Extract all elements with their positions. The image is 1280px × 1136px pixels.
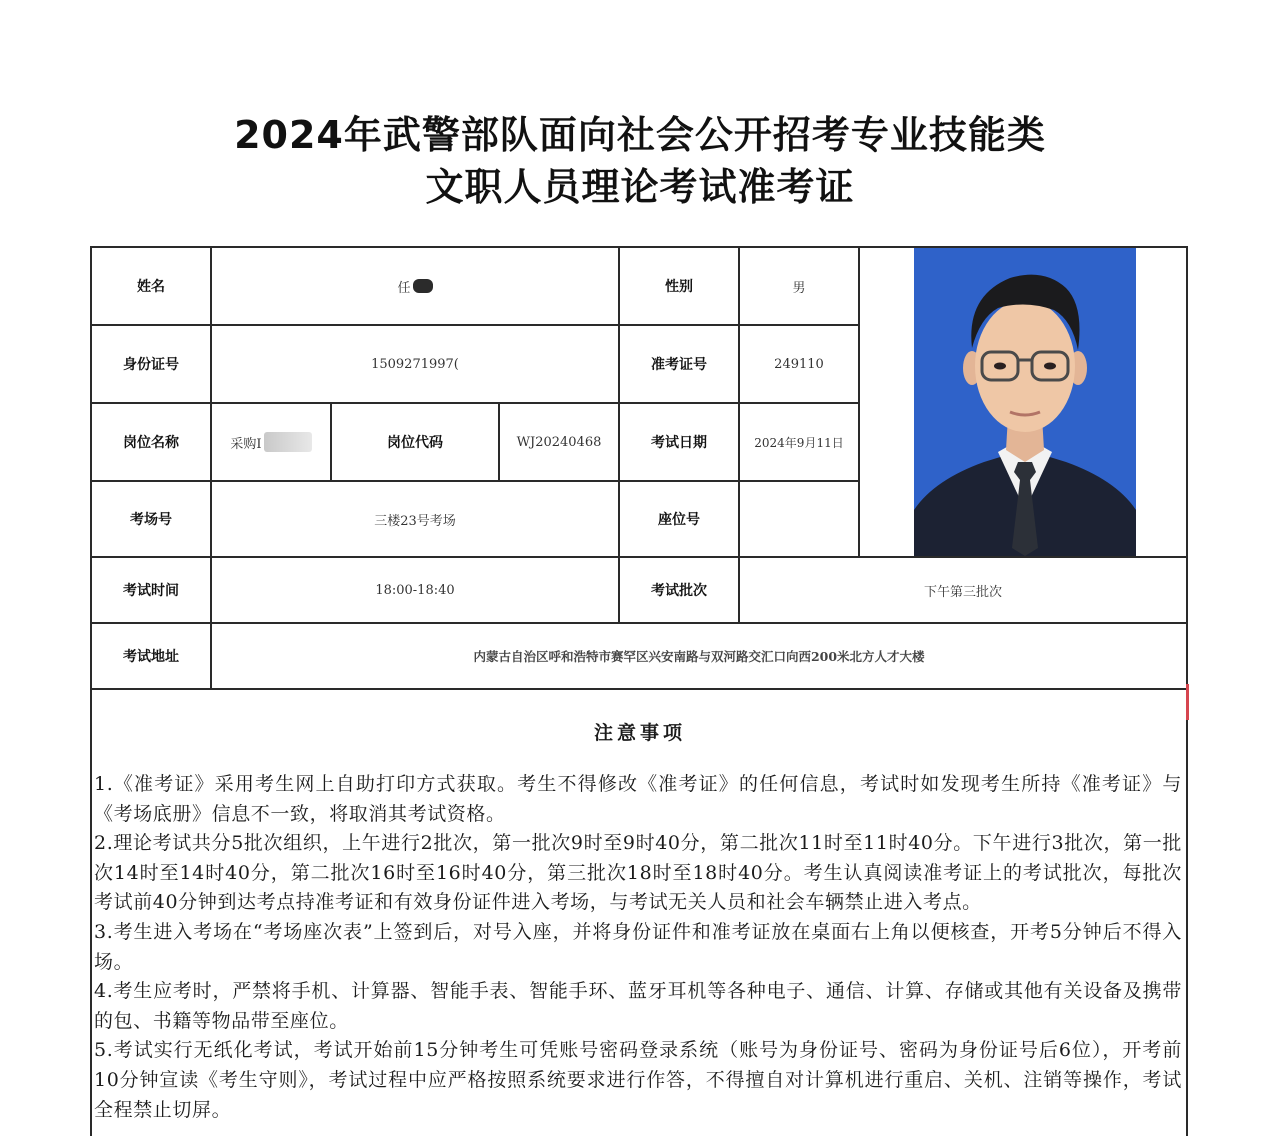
document-title-line-1: 2024年武警部队面向社会公开招考专业技能类 xyxy=(234,113,1046,157)
exam-address-value: 内蒙古自治区呼和浩特市赛罕区兴安南路与双河路交汇口向西200米北方人才大楼 xyxy=(473,649,925,664)
seat-value xyxy=(740,482,858,556)
gender-value: 男 xyxy=(792,280,806,296)
notice-item: 2.理论考试共分5批次组织，上午进行2批次，第一批次9时至9时40分，第二批次11时至11时40分。下午进行3批次，第一批次14时至14时40分，第二批次16时至16时40分，第三批次18时至18时40分。考生认真阅读准考证上的考试批次，每批次考试前40分钟到达考点持准考证和有效身份证件进入考场，与考试无关人员和社会车辆禁止进入考点。 xyxy=(94,832,1182,914)
position-name-value xyxy=(212,404,330,480)
position-name-text: 采购I xyxy=(230,436,262,452)
exam-date-value: 2024年9月11日 xyxy=(754,435,844,450)
name-value xyxy=(212,248,618,324)
position-name-label: 岗位名称 xyxy=(123,435,179,451)
gender-label: 性别 xyxy=(665,279,693,295)
candidate-portrait xyxy=(914,248,1136,556)
candidate-photo xyxy=(914,248,1136,556)
exam-time-label: 考试时间 xyxy=(123,583,179,599)
ticket-number-label: 准考证号 xyxy=(651,357,707,373)
exam-address-label: 考试地址 xyxy=(123,649,179,665)
id-number-label: 身份证号 xyxy=(123,357,179,373)
name-label: 姓名 xyxy=(137,279,165,295)
table-rule xyxy=(90,688,1188,690)
seat-label: 座位号 xyxy=(658,512,700,528)
exam-batch-label: 考试批次 xyxy=(651,583,707,599)
id-number-value: 1509271997( xyxy=(371,356,459,372)
edge-mark xyxy=(1186,684,1189,720)
table-rule xyxy=(858,246,860,558)
document-title-line-2: 文职人员理论考试准考证 xyxy=(425,165,855,209)
redaction-blur xyxy=(413,279,433,293)
notice-item: 5.考试实行无纸化考试，考试开始前15分钟考生可凭账号密码登录系统（账号为身份证号、密码为身份证号后6位），开考前10分钟宣读《考生守则》，考试过程中应严格按照系统要求进行作答，不得擅自对计算机进行重启、关机、注销等操作，考试全程禁止切屏。 xyxy=(94,1039,1182,1121)
redaction-blur xyxy=(264,432,312,452)
exam-batch-value: 下午第三批次 xyxy=(923,584,1002,600)
name-text: 任 xyxy=(397,280,411,296)
notice-title: 注意事项 xyxy=(593,722,686,744)
exam-room-label: 考场号 xyxy=(130,512,172,528)
notice-item: 3.考生进入考场在“考场座次表”上签到后，对号入座，并将身份证件和准考证放在桌面右上角以便核查，开考5分钟后不得入场。 xyxy=(94,920,1182,973)
exam-date-label: 考试日期 xyxy=(651,435,707,451)
position-code-label: 岗位代码 xyxy=(387,435,443,451)
notice-item: 1.《准考证》采用考生网上自助打印方式获取。考生不得修改《准考证》的任何信息，考试时如发现考生所持《准考证》与《考场底册》信息不一致，将取消其考试资格。 xyxy=(94,773,1182,825)
position-code-value: WJ20240468 xyxy=(516,434,602,450)
ticket-number-value: 249110 xyxy=(774,356,824,372)
exam-time-value: 18:00-18:40 xyxy=(375,582,455,598)
notice-item: 4.考生应考时，严禁将手机、计算器、智能手表、智能手环、蓝牙耳机等各种电子、通信、计算、存储或其他有关设备及携带的包、书籍等物品带至座位。 xyxy=(94,980,1182,1032)
notice-list xyxy=(94,770,1182,1125)
exam-room-value: 三楼23号考场 xyxy=(374,513,456,529)
